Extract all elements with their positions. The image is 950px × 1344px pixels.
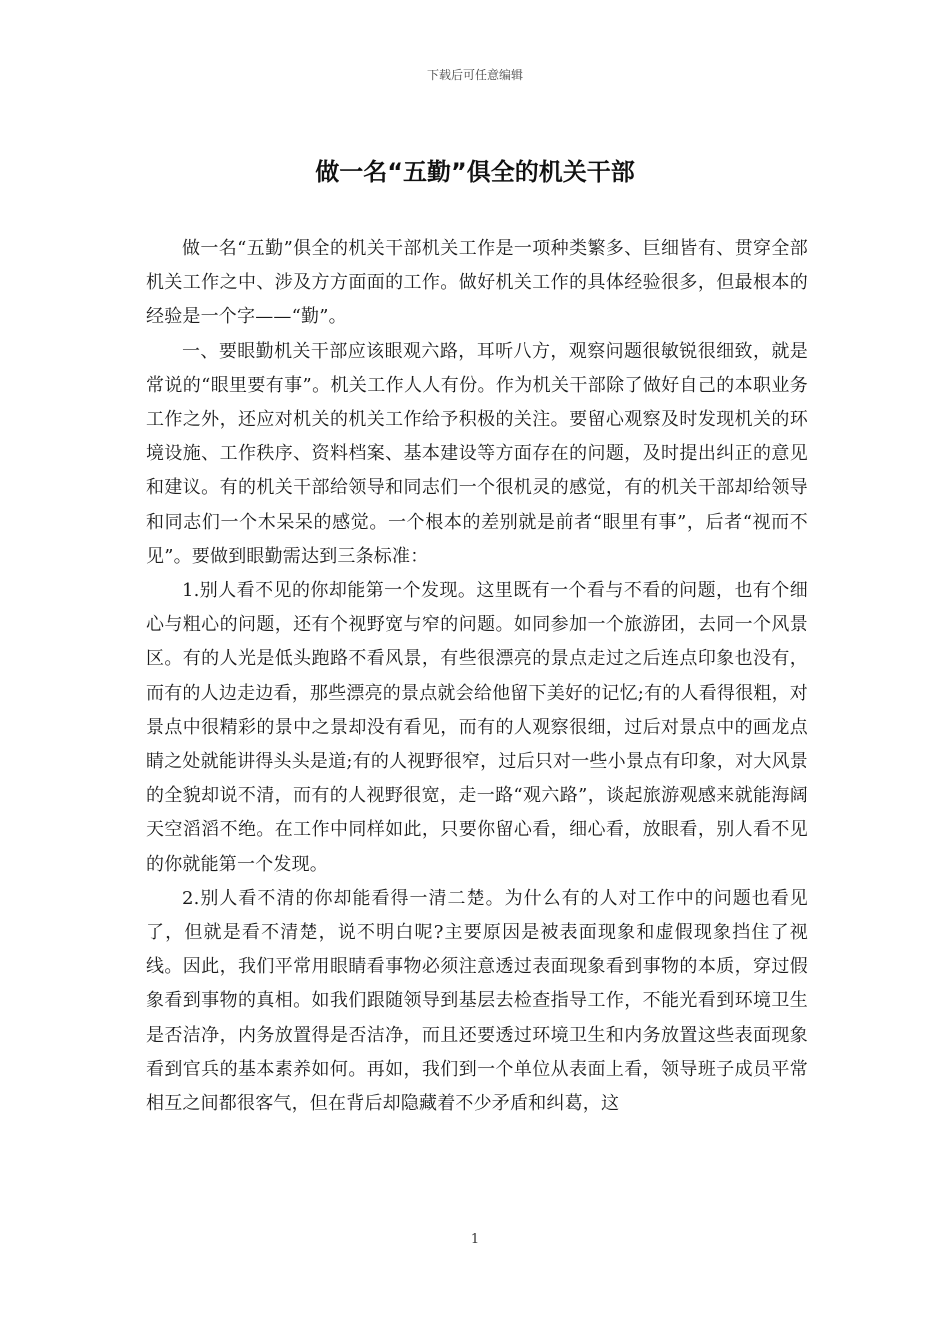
page-number: 1 (470, 1232, 480, 1247)
header-note: 下载后可任意编辑 (426, 68, 523, 82)
paragraph-point-1: 1.别人看不见的你却能第一个发现。这里既有一个看与不看的问题，也有个细心与粗心的问题，还有个视野宽与窄的问题。如同参加一个旅游团，去同一个风景区。有的人光是低头跑路不看风景，有些很漂亮的景点走过之后连点印象也没有，而有的人边走边看，那些漂亮的景点就会给他留下美好的记忆;有的人看得很粗，对景点中很精彩的景中之景却没有看见，而有的人观察很细，过后对景点中的画龙点睛之处就能讲得头头是道;有的人视野很窄，过后只对一些小景点有印象，对大风景的全貌却说不清，而有的人视野很宽，走一路“观六路”，谈起旅游观感来就能海阔天空滔滔不绝。在工作中同样如此，只要你留心看，细心看，放眼看，别人看不见的你就能第一个发现。 (146, 580, 808, 875)
document-body (146, 232, 808, 1121)
paragraph-intro: 做一名“五勤”俱全的机关干部机关工作是一项种类繁多、巨细皆有、贯穿全部机关工作之中、涉及方方面面的工作。做好机关工作的具体经验很多，但最根本的经验是一个字——“勤”。 (146, 238, 808, 328)
paragraph-point-2: 2.别人看不清的你却能看得一清二楚。为什么有的人对工作中的问题也看见了，但就是看不清楚，说不明白呢?主要原因是被表面现象和虚假现象挡住了视线。因此，我们平常用眼睛看事物必须注意透过表面现象看到事物的本质，穿过假象看到事物的真相。如我们跟随领导到基层去检查指导工作，不能光看到环境卫生是否洁净，内务放置得是否洁净，而且还要透过环境卫生和内务放置这些表面现象看到官兵的基本素养如何。再如，我们到一个单位从表面上看，领导班子成员平常相互之间都很客气，但在背后却隐藏着不少矛盾和纠葛，这 (146, 887, 808, 1115)
paragraph-eye-diligence: 一、要眼勤机关干部应该眼观六路，耳听八方，观察问题很敏锐很细致，就是常说的“眼里要有事”。机关工作人人有份。作为机关干部除了做好自己的本职业务工作之外，还应对机关的机关工作给予积极的关注。要留心观察及时发现机关的环境设施、工作秩序、资料档案、基本建设等方面存在的问题，及时提出纠正的意见和建议。有的机关干部给领导和同志们一个很机灵的感觉，有的机关干部却给领导和同志们一个木呆呆的感觉。一个根本的差别就是前者“眼里有事”，后者“视而不见”。要做到眼勤需达到三条标准： (146, 340, 808, 567)
document-title: 做一名“五勤”俱全的机关干部 (315, 158, 635, 186)
